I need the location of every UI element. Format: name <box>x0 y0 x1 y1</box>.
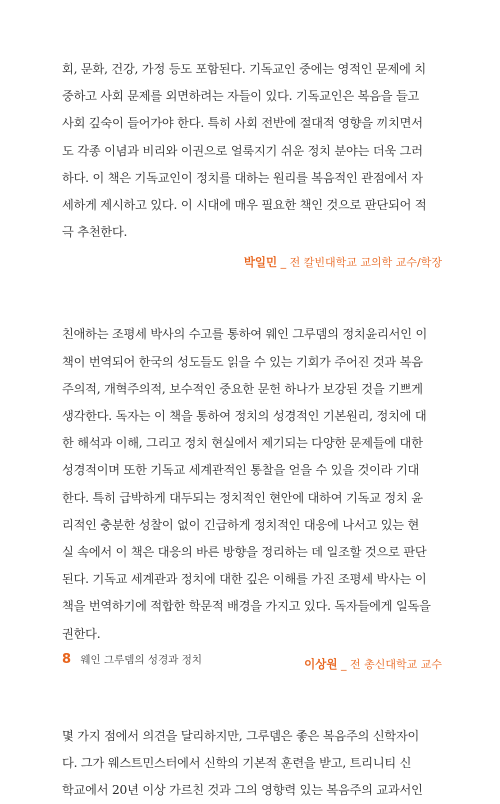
reviewer-name: 박일민 <box>243 255 278 270</box>
page-number: 8 <box>62 652 72 667</box>
text-line: 책이 번역되어 한국의 성도들도 읽을 수 있는 기회가 주어진 것과 복음 <box>62 354 423 369</box>
text-line: 학교에서 20년 이상 가르친 것과 그의 영향력 있는 복음주의 교과서인 <box>62 783 423 798</box>
review-3-text <box>62 723 442 804</box>
review-1-text <box>62 56 442 246</box>
text-line: 도 각종 이념과 비리와 이권으로 얼룩지기 쉬운 정치 분야는 더욱 그러 <box>62 143 423 158</box>
review-1 <box>62 56 442 273</box>
text-line: 사회 깊숙이 들어가야 한다. 특히 사회 전반에 절대적 영향을 끼치면서 <box>62 116 423 131</box>
text-line: 다. 그가 웨스트민스터에서 신학의 기본적 훈련을 받고, 트리니티 신 <box>62 756 412 771</box>
section-spacer <box>62 675 442 723</box>
page-footer <box>62 652 202 667</box>
text-line: 리적인 충분한 성찰이 없이 긴급하게 정치적인 대응에 나서고 있는 현 <box>62 517 420 532</box>
text-line: 책을 번역하기에 적합한 학문적 배경을 가지고 있다. 독자들에게 일독을 <box>62 599 431 614</box>
text-line: 친애하는 조평세 박사의 수고를 통하여 웨인 그루뎀의 정치윤리서인 이 <box>62 327 428 342</box>
text-line: 하다. 이 책은 기독교인이 정치를 대하는 원리를 복음적인 관점에서 자 <box>62 170 423 185</box>
text-line: 한 해석과 이해, 그리고 정치 현실에서 제기되는 다양한 문제들에 대한 <box>62 436 423 451</box>
text-line: 회, 문화, 건강, 가정 등도 포함된다. 기독교인 중에는 영적인 문제에 치 <box>62 62 426 76</box>
reviewer-role: _ 전 칼빈대학교 교의학 교수/학장 <box>280 256 442 270</box>
book-title: 웨인 그루뎀의 성경과 정치 <box>80 654 202 666</box>
text-line: 몇 가지 점에서 의견을 달리하지만, 그루뎀은 좋은 복음주의 신학자이 <box>62 728 420 743</box>
text-line: 세하게 제시하고 있다. 이 시대에 매우 필요한 책인 것으로 판단되어 적 <box>62 198 427 213</box>
text-line: 한다. 특히 급박하게 대두되는 정치적인 현안에 대하여 기독교 정치 윤 <box>62 490 423 505</box>
text-line: 주의적, 개혁주의적, 보수적인 중요한 문헌 하나가 보강된 것을 기쁘게 <box>62 381 423 396</box>
reviewer-role: _ 전 총신대학교 교수 <box>341 657 442 671</box>
text-line: 권한다. <box>62 626 101 641</box>
review-2-text <box>62 321 442 647</box>
section-spacer <box>62 273 442 321</box>
review-2 <box>62 321 442 674</box>
text-line: 극 추천한다. <box>62 225 128 240</box>
page-body <box>62 56 442 804</box>
text-line: 실 속에서 이 책은 대응의 바른 방향을 정리하는 데 일조할 것으로 판단 <box>62 545 427 560</box>
review-3 <box>62 723 442 804</box>
text-line: 생각한다. 독자는 이 책을 통하여 정치의 성경적인 기본원리, 정치에 대 <box>62 409 427 424</box>
text-line: 중하고 사회 문제를 외면하려는 자들이 있다. 기독교인은 복음을 들고 <box>62 89 420 104</box>
text-line: 된다. 기독교 세계관과 정치에 대한 깊은 이해를 가진 조평세 박사는 이 <box>62 572 427 587</box>
reviewer-name: 이상원 <box>304 656 338 671</box>
review-1-signature <box>62 252 442 273</box>
text-line: 성경적이며 또한 기독교 세계관적인 통찰을 얻을 수 있을 것이라 기대 <box>62 463 420 478</box>
